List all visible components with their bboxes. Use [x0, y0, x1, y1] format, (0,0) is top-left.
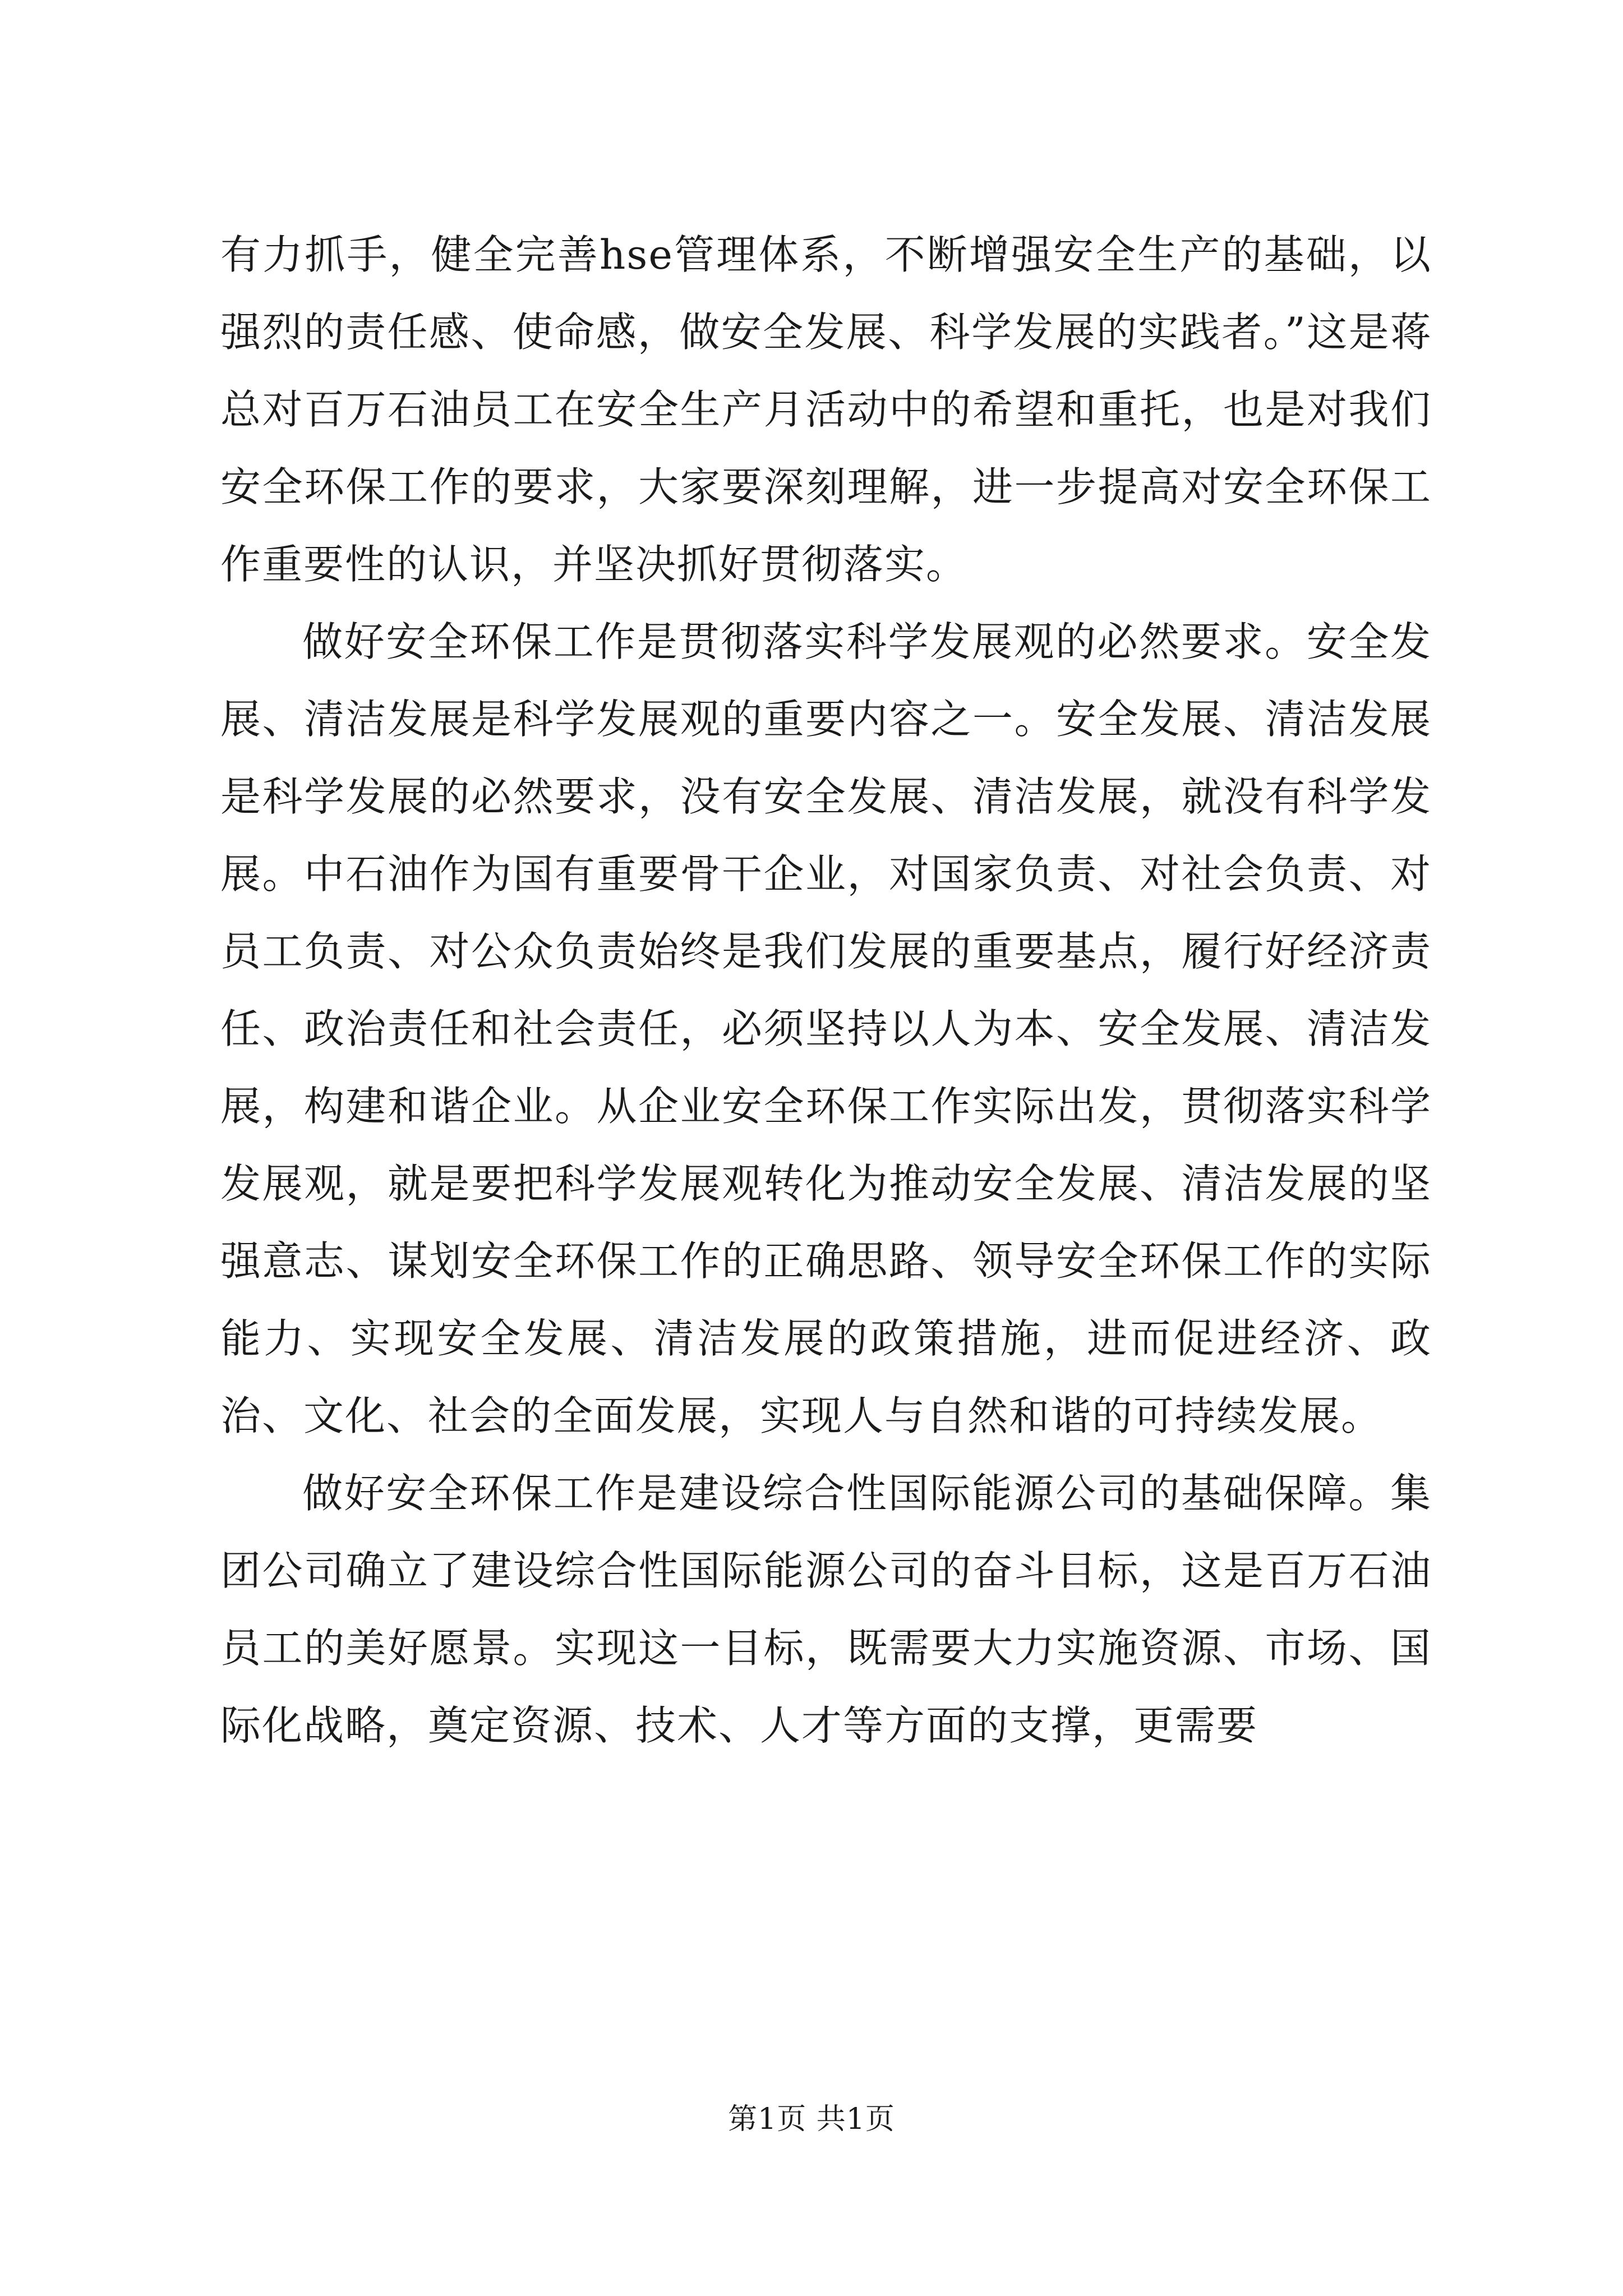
document-body — [220, 216, 1432, 1764]
paragraph: 做好安全环保工作是建设综合性国际能源公司的基础保障。集团公司确立了建设综合性国际能源公司的奋斗目标，这是百万石油员工的美好愿景。实现这一目标，既需要大力实施资源、市场、国际化战略，奠定资源、技术、人才等方面的支撑，更需要 — [220, 1470, 1432, 1749]
paragraph-continued: 有力抓手，健全完善hse管理体系，不断增强安全生产的基础，以强烈的责任感、使命感，做安全发展、科学发展的实践者。”这是蒋总对百万石油员工在安全生产月活动中的希望和重托，也是对我们安全环保工作的要求，大家要深刻理解，进一步提高对安全环保工作重要性的认识，并坚决抓好贯彻落实。 — [220, 231, 1432, 588]
paragraph: 做好安全环保工作是贯彻落实科学发展观的必然要求。安全发展、清洁发展是科学发展观的重要内容之一。安全发展、清洁发展是科学发展的必然要求，没有安全发展、清洁发展，就没有科学发展。中石油作为国有重要骨干企业，对国家负责、对社会负责、对员工负责、对公众负责始终是我们发展的重要基点，履行好经济责任、政治责任和社会责任，必须坚持以人为本、安全发展、清洁发展，构建和谐企业。从企业安全环保工作实际出发，贯彻落实科学发展观，就是要把科学发展观转化为推动安全发展、清洁发展的坚强意志、谋划安全环保工作的正确思路、领导安全环保工作的实际能力、实现安全发展、清洁发展的政策措施，进而促进经济、政治、文化、社会的全面发展，实现人与自然和谐的可持续发展。 — [220, 618, 1432, 1439]
page-footer: 第1页 共1页 — [728, 2102, 895, 2136]
